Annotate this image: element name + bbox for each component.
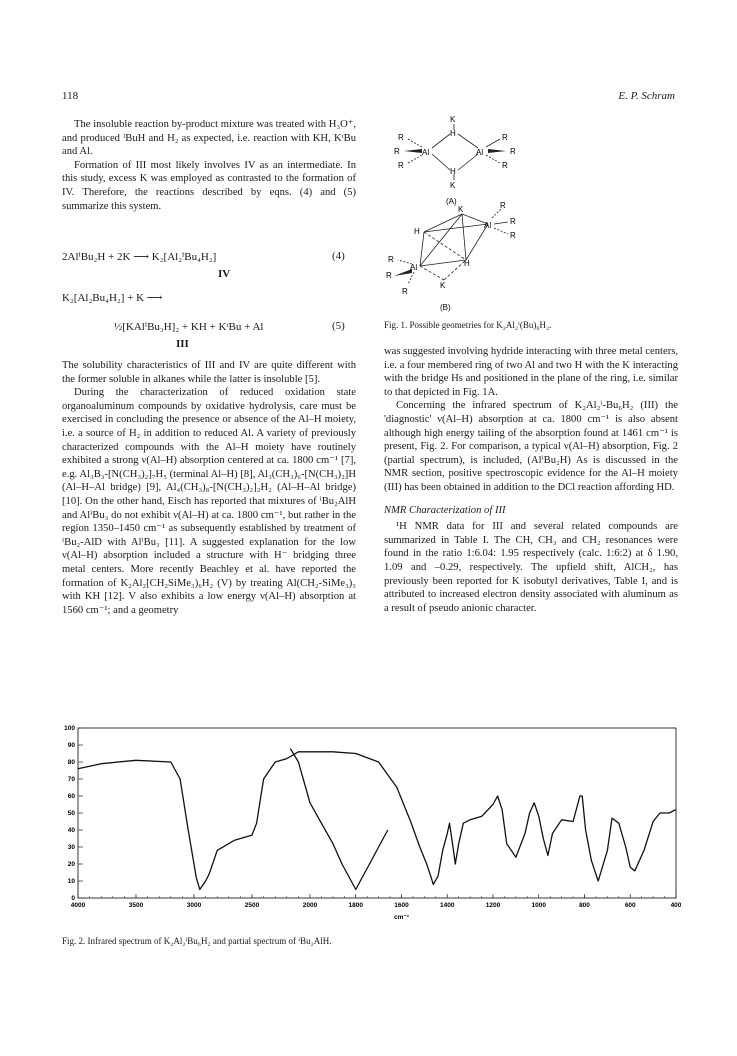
x-tick-label: 2500 [244, 902, 260, 909]
atom-al: Al [410, 263, 418, 272]
atom-al: Al [422, 148, 430, 157]
figure-1-caption: Fig. 1. Possible geometries for K₂Al₂ⁱ(Bu)₆H₂. [384, 320, 552, 330]
x-tick-label: 1000 [531, 902, 546, 909]
y-tick-label: 100 [64, 725, 75, 732]
plot-frame [78, 728, 676, 898]
x-tick-label: 600 [624, 902, 636, 909]
y-tick-label: 90 [67, 742, 75, 749]
paragraph: During the characterization of reduced oxidation state organoaluminum compounds by oxidative hydrolysis, care must be exercised in concluding the presence or absence of the Al–H moiety, i.e. a source of H₂ in addition to reduced Al. A variety of previously characterized compounds with the Al–H moiety have routinely exhibited a strong ν(Al–H) absorption centered at ca. 1800 cm⁻¹ [7], e.g. Al₃B₃-[N(CH₃)₂]₇H₅ (terminal Al–H) [8], Al₃(CH₃)₆-[N(CH₃)₂]H (Al–H–Al bridge) [9], Al₄(CH₃)₈-[N(CH₃)₂]₂H₂ (Al–H–Al bridge) [10]. On the other hand, Eisch has reported that mixtures of ⁱBu₂AlH and AlⁱBu₃ do not exhibit ν(Al–H) at ca. 1800 cm⁻¹, but rather in the region 1350–1450 cm⁻¹ as subsequently established by treatment of ⁱBu₂-AlD with AlⁱBu₃ [11]. A suggested explanation for the low ν(Al–H) absorption included a structure with H⁻ bridging three metal centers. More recently Beachley et al. have reported the formation of K₂Al₂[CH₂SiMe₃)₆H₂ (V) by treating Al(CH₂-SiMe₃)₃ with KH [12]. V also exhibits a low energy ν(Al–H) absorption at 1560 cm⁻¹; and a geometry [62, 387, 356, 616]
equation-label: III [176, 338, 189, 350]
equation-number: (4) [332, 250, 345, 262]
atom-k: K [450, 115, 456, 124]
equation-number: (5) [332, 320, 345, 332]
x-tick-label: 800 [579, 902, 590, 909]
x-tick-label: 3000 [186, 902, 202, 909]
x-tick-label: 1800 [348, 902, 363, 909]
running-author: E. P. Schram [618, 90, 675, 102]
x-tick-label: 4000 [70, 902, 86, 909]
atom-r: R [388, 255, 394, 264]
atom-k: K [458, 205, 464, 214]
x-tick-label: 1200 [485, 902, 501, 909]
right-column [384, 345, 678, 615]
atom-al: Al [484, 221, 492, 230]
equation-label: IV [218, 268, 231, 280]
atom-k: K [450, 181, 456, 190]
x-tick-label: 1600 [394, 902, 409, 909]
atom-r: R [398, 133, 404, 142]
x-axis-unit: cm⁻¹ [394, 914, 409, 921]
paragraph: was suggested involving hydride interacting with three metal centers, i.e. a four membered ring of two Al and two H with the K interacting with the bridge Hs and positioned in the plane of the ring, i.e. similar to that depicted in Fig. 1A. [384, 346, 678, 398]
spectrum-line-1 [78, 752, 676, 890]
atom-h: H [464, 259, 470, 268]
atom-al: Al [476, 148, 484, 157]
y-tick-label: 80 [67, 759, 75, 766]
y-tick-label: 50 [67, 810, 75, 817]
atom-r: R [500, 201, 506, 210]
y-tick-label: 10 [67, 878, 75, 885]
left-column-cont [62, 359, 356, 617]
equation-4 [62, 250, 216, 263]
x-tick-label: 400 [670, 902, 682, 909]
atom-r: R [510, 217, 516, 226]
atom-h: H [450, 129, 456, 138]
atom-r: R [398, 161, 404, 170]
atom-h: H [414, 227, 420, 236]
figure-2-ir-spectrum [56, 722, 686, 928]
paragraph: ¹H NMR data for III and several related compounds are summarized in Table I. The CH, CH₃ and CH₂ resonances were found in the ratio 1:6.04: 1.95 respectively (calc. 1:6:2) at δ 1.90, 1.09 and –0.29, respectively. The upfield shift, AlCH₂, has previously been reported for K isobutyl derivatives, Table I, and is attributed to increased electron density associated with aluminum as a result of pseudo anionic character. [384, 521, 678, 614]
figure-2-caption: Fig. 2. Infrared spectrum of K₂Al₂ⁱBu₆H₂ and partial spectrum of ⁱBu₂AlH. [62, 936, 332, 946]
atom-r: R [386, 271, 392, 280]
figure-1-structure-a [390, 112, 520, 212]
paragraph: The insoluble reaction by-product mixture was treated with H₃O⁺, and produced ⁱBuH and H₂ as expected, i.e. reaction with KH, KᵗBu and Al. [62, 119, 356, 158]
atom-r: R [502, 161, 508, 170]
y-tick-label: 30 [67, 844, 75, 851]
equation-5-line1: K₂[Al₂Bu₄H₂] + K ⟶ [62, 292, 163, 304]
y-tick-label: 20 [67, 861, 75, 868]
figure-label: (B) [440, 303, 451, 312]
spectrum-line-2 [290, 748, 388, 889]
atom-r: R [394, 147, 400, 156]
figure-label: (A) [446, 197, 457, 206]
atom-k: K [440, 281, 446, 290]
page-number: 118 [62, 90, 79, 102]
atom-r: R [502, 133, 508, 142]
left-column [62, 118, 356, 213]
x-tick-label: 1400 [440, 902, 455, 909]
paragraph: Formation of III most likely involves IV as an intermediate. In this study, excess K was employed as contrasted to the formation of IV. Therefore, the reactions described by eqns. (4) and (5) summarize this system. [62, 159, 356, 212]
atom-r: R [510, 147, 516, 156]
atom-r: R [510, 231, 516, 240]
equation-text: 2AlⁱBu₂H + 2K ⟶ K₂[Al₂ⁱBu₄H₂] [62, 251, 217, 263]
paragraph: Concerning the infrared spectrum of K₂Al₂ⁱ-Bu₆H₂ (III) the 'diagnostic' ν(Al–H) absorption at ca. 1800 cm⁻¹ is also absent although high energy tailing of the absorption found at 1461 cm⁻¹ is present, Fig. 2. For comparison, a typical ν(Al–H) absorption, Fig. 2 (partial spectrum), is included, (AlⁱBu₂H) As is discussed in the NMR section, positive spectroscopic evidence for the Al–H moiety (III) has been obtained in addition to the DCl reaction affording HD. [384, 400, 678, 493]
paragraph: The solubility characteristics of III and IV are quite different with the former soluble in alkanes while the latter is insoluble [5]. [62, 360, 356, 385]
section-heading: NMR Characterization of III [384, 504, 506, 516]
y-tick-label: 60 [67, 793, 75, 800]
x-tick-label: 3500 [128, 902, 144, 909]
atom-h: H [450, 167, 456, 176]
equation-5-line2: ½[KAlⁱBu₃H]₂ + KH + KᵗBu + Al [114, 321, 264, 333]
y-tick-label: 40 [67, 827, 75, 834]
x-tick-label: 2000 [302, 902, 318, 909]
atom-r: R [402, 287, 408, 296]
figure-1-structure-b [384, 200, 534, 315]
y-tick-label: 70 [67, 776, 75, 783]
y-tick-label: 0 [71, 895, 75, 902]
